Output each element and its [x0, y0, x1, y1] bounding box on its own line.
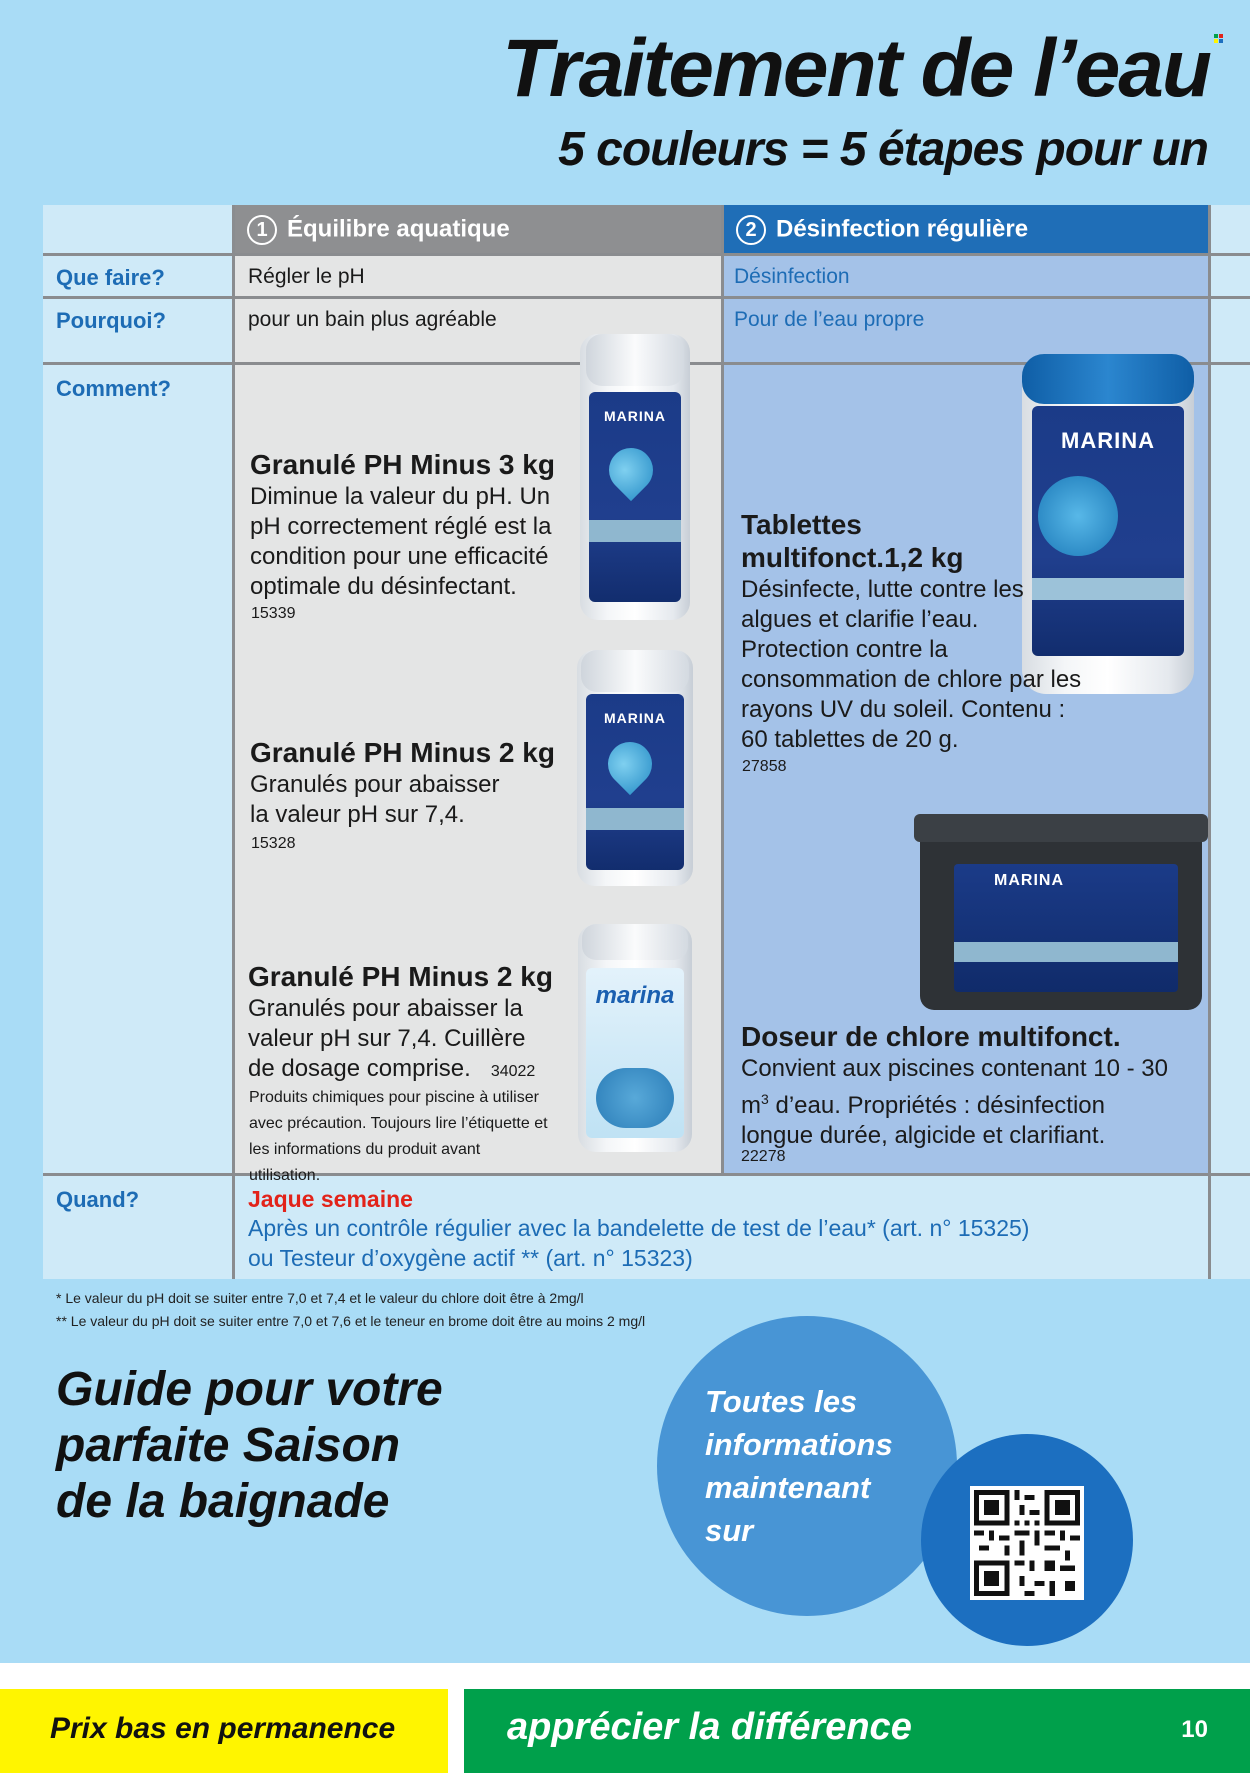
label-column: [43, 205, 233, 1279]
footnote-2: ** Le valeur du pH doit se suiter entre 7,0 et 7,6 et le teneur en brome doit être au moins 2 mg/l: [56, 1313, 646, 1329]
product-description: Désinfecte, lutte contre les algues et clarifie l’eau. Protection contre la consommation de chlore par les rayons UV du soleil. Contenu : 60 tablettes de 20 g.: [741, 576, 1082, 753]
footnote-1: * Le valeur du pH doit se suiter entre 7,0 et 7,4 et le valeur du chlore doit être à 2mg/l: [56, 1290, 584, 1306]
row-label-comment: Comment?: [56, 376, 171, 401]
product-name: Tablettes: [741, 509, 862, 540]
brand-logo: MARINA: [604, 408, 666, 424]
footer-gap: [448, 1689, 464, 1773]
column-title-2: Désinfection régulière: [776, 215, 1029, 243]
brand-logo: MARINA: [604, 710, 666, 726]
product-name: multifonct.1,2 kg: [741, 542, 964, 573]
quand-highlight: Jaque semaine: [248, 1186, 413, 1212]
row-label-que-faire: Que faire?: [56, 265, 165, 290]
product-description-text: Granulés pour abaisser la valeur pH sur 7,4. Cuillère de dosage comprise.: [248, 995, 526, 1082]
column-header-1: [235, 205, 721, 253]
product-name: Granulé PH Minus 2 kg: [250, 737, 555, 768]
bubble-line-2: informations: [705, 1427, 893, 1462]
product-description: Diminue la valeur du pH. Un pH correctement réglé est la condition pour une efficacité optimale du désinfectant.: [250, 483, 552, 600]
brand-logo-icon: [1214, 34, 1224, 44]
row-label-pourquoi: Pourquoi?: [56, 308, 166, 333]
divider: [232, 205, 235, 1279]
product-description: [741, 1054, 1181, 1151]
product-description-sup: 3: [761, 1091, 769, 1107]
guide-line-1: Guide pour votre: [56, 1363, 443, 1416]
quand-line-2: ou Testeur d’oxygène actif ** (art. n° 15323): [248, 1245, 693, 1271]
swimmers-photo: [596, 1068, 674, 1128]
bubble-line-1: Toutes les: [705, 1384, 858, 1419]
guide-line-3: de la baignade: [56, 1475, 390, 1528]
step-number-1: 1: [247, 215, 277, 245]
product-name: Granulé PH Minus 2 kg: [248, 961, 553, 992]
divider: [721, 205, 724, 1175]
product-code: 15328: [251, 835, 296, 852]
info-bubble-text: [705, 1380, 893, 1552]
product-code: 15339: [251, 605, 296, 622]
divider: [43, 253, 1250, 256]
product-name: Doseur de chlore multifonct.: [741, 1021, 1121, 1052]
product-image-ph-minus-2kg-spoon: [578, 924, 692, 1152]
page-number: 10: [1181, 1716, 1208, 1743]
column-title-1: Équilibre aquatique: [287, 215, 510, 243]
footer-slogan-right: apprécier la différence: [507, 1706, 912, 1748]
brand-logo: marina: [595, 982, 675, 1009]
pourquoi-col2: Pour de l’eau propre: [734, 308, 925, 331]
product-image-ph-minus-2kg: [577, 650, 693, 886]
pool-photo: [1038, 476, 1118, 556]
bubble-line-4: sur: [705, 1513, 754, 1548]
row-label-quand: Quand?: [56, 1187, 140, 1212]
water-drop-icon: [600, 439, 662, 501]
bubble-line-3: maintenant: [705, 1470, 871, 1505]
product-description-a: Convient aux piscines contenant 10 - 30 m: [741, 1055, 1168, 1119]
product-code: 34022: [490, 1063, 536, 1080]
product-code: 22278: [741, 1148, 786, 1165]
que-faire-col1: Régler le pH: [248, 265, 365, 288]
product-name: Granulé PH Minus 3 kg: [250, 449, 555, 480]
qr-code-icon[interactable]: [970, 1486, 1084, 1600]
guide-heading: [56, 1362, 443, 1530]
divider: [43, 296, 1250, 299]
product-image-doseur-chlore: [920, 814, 1202, 1010]
guide-line-2: parfaite Saison: [56, 1419, 401, 1472]
page-title: Traitement de l’eau: [502, 23, 1210, 114]
brand-logo: MARINA: [1061, 428, 1155, 453]
product-code: 27858: [742, 758, 787, 775]
footer-separator: [0, 1663, 1250, 1689]
que-faire-col2: Désinfection: [734, 265, 850, 288]
footer-slogan-left: Prix bas en permanence: [50, 1712, 396, 1745]
brand-logo: MARINA: [994, 872, 1064, 889]
column-header-2: [724, 205, 1208, 253]
quand-line-1: Après un contrôle régulier avec la bandelette de test de l’eau* (art. n° 15325): [248, 1215, 1030, 1241]
product-image-ph-minus-3kg: [580, 334, 690, 620]
page-subtitle: 5 couleurs = 5 étapes pour un: [558, 123, 1208, 176]
product-description: Granulés pour abaisser la valeur pH sur 7,4.: [250, 771, 500, 828]
water-drop-icon: [599, 733, 661, 795]
safety-note: Produits chimiques pour piscine à utiliser avec précaution. Toujours lire l’étiquette et les informations du produit avant utilisation.: [249, 1089, 548, 1184]
product-description-b: d’eau. Propriétés : désinfection longue durée, algicide et clarifiant.: [741, 1092, 1106, 1149]
step-number-2: 2: [736, 215, 766, 245]
product-description: [248, 994, 548, 1087]
divider: [1208, 205, 1211, 1279]
divider: [43, 1173, 1250, 1176]
pourquoi-col1: pour un bain plus agréable: [248, 308, 497, 331]
column-3-body: [1211, 205, 1250, 1279]
